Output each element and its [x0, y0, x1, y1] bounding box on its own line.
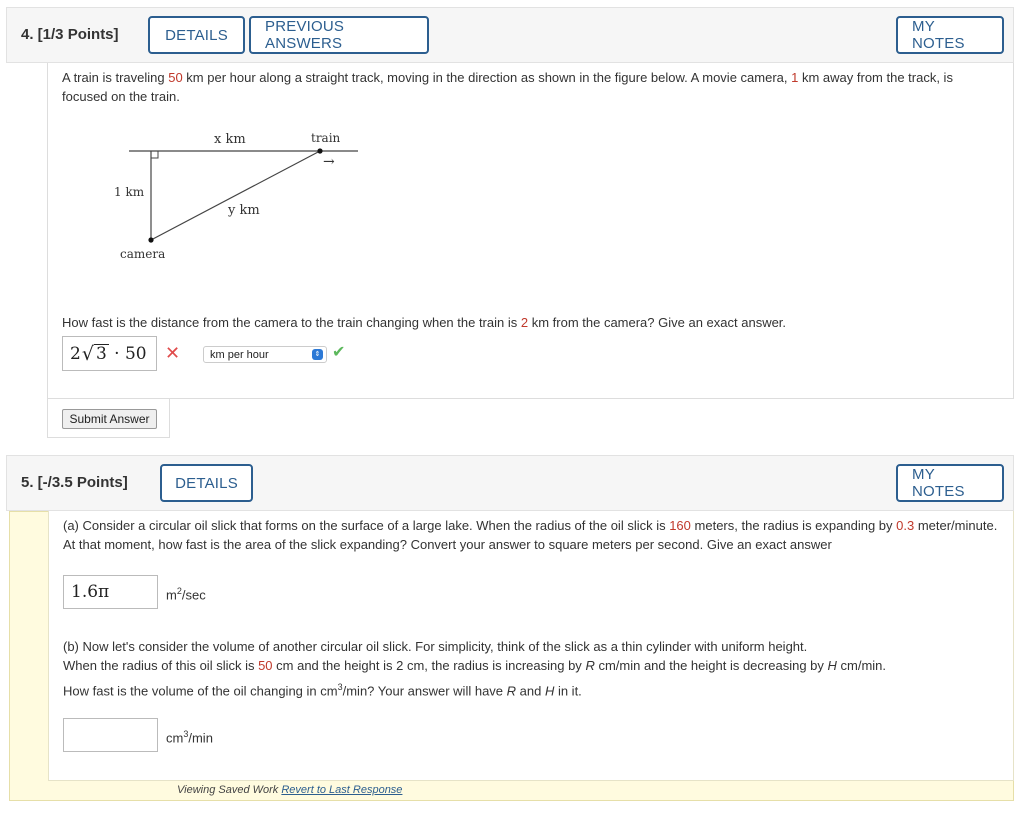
q4-submit-answer-button[interactable]: Submit Answer	[62, 409, 157, 429]
q4-details-button[interactable]: DETAILS	[148, 16, 245, 54]
figure-camera-dot	[148, 237, 153, 242]
q5-part-a-prompt	[63, 516, 1003, 554]
q5-part-b-text-1: When the radius of this oil slick is	[63, 658, 259, 673]
q4-previous-answers-button[interactable]: PREVIOUS ANSWERS	[249, 16, 429, 54]
figure-x-label: x km	[214, 132, 246, 147]
q5-part-b-var-r2: R	[506, 683, 517, 699]
q4-prompt-text-2: km per hour along a straight track, moving in the direction as shown in the figure below. A movie camera,	[182, 70, 792, 85]
q5-my-notes-button[interactable]: MY NOTES	[896, 464, 1004, 502]
q4-speed-value: 50	[168, 70, 183, 85]
q4-answer-multiplier: · 50	[108, 343, 147, 364]
q5-part-a-unit-tail: /sec	[181, 587, 206, 603]
q5-part-a-text-1: (a) Consider a circular oil slick that forms on the surface of a large lake. When the radius of the oil slick is	[63, 518, 670, 533]
q5-part-b-line-1: (b) Now let's consider the volume of another circular oil slick. For simplicity, think of the slick as a thin cylinder with uniform height.	[63, 639, 808, 654]
saved-work-text: Viewing Saved Work	[177, 784, 282, 796]
q5-part-b-text-5: How fast is the volume of the oil changing in cm	[63, 683, 338, 699]
q4-question-text-1: How fast is the distance from the camera to the train changing when the train is	[62, 315, 521, 330]
q5-part-b-answer-input[interactable]	[63, 718, 158, 752]
q4-prompt-text-1: A train is traveling	[62, 70, 169, 85]
q5-part-a-unit-base: m	[166, 587, 177, 603]
q5-part-b-text-7: in it.	[554, 683, 582, 699]
select-chevron-icon: ⇕	[312, 349, 323, 360]
q4-prompt	[62, 68, 1002, 106]
figure-camera-label: camera	[120, 247, 166, 261]
figure-1km-label: 1 km	[114, 185, 145, 199]
q5-part-a-unit-exp: 2	[176, 586, 182, 596]
q4-answer-sqrt-arg: 3	[95, 344, 107, 364]
q4-unit-selected: km per hour	[210, 348, 269, 361]
q5-part-b-unit-tail: /min	[188, 730, 213, 746]
q4-figure	[110, 128, 370, 268]
figure-train-dot	[317, 148, 322, 153]
q4-answer-input[interactable]	[62, 336, 157, 371]
q5-details-button[interactable]: DETAILS	[160, 464, 253, 502]
q5-part-a-answer-input[interactable]: 1.6π	[63, 575, 158, 609]
q4-number-label: 4. [1/3 Points]	[21, 26, 119, 43]
q5-rate-value: 0.3	[896, 518, 915, 533]
q5-part-b-unit-exp: 3	[183, 729, 189, 739]
q5-number-label: 5. [-/3.5 Points]	[21, 474, 128, 491]
q4-distance-value: 1	[791, 70, 799, 85]
q5-part-b-line-3	[63, 678, 1003, 700]
q4-question	[62, 313, 1002, 332]
figure-right-angle	[151, 151, 158, 158]
figure-y-label: y km	[228, 203, 260, 218]
q5-part-b-radius: 50	[258, 658, 273, 673]
q4-prompt-text-3: km away from the track, is focused on the train.	[62, 70, 953, 104]
q4-unit-select[interactable]	[203, 346, 327, 363]
q4-header	[6, 7, 1014, 63]
q5-part-b-text-2: cm and the height is 2 cm, the radius is increasing by	[272, 658, 586, 673]
q4-question-distance: 2	[520, 315, 529, 330]
q5-part-b-var-h2: H	[544, 683, 555, 699]
q5-part-b-exp: 3	[337, 682, 343, 692]
q4-my-notes-button[interactable]: MY NOTES	[896, 16, 1004, 54]
revert-link[interactable]: Revert to Last Response	[281, 784, 403, 796]
figure-train-label: train	[311, 131, 341, 145]
q5-part-b-unit-base: cm	[166, 730, 184, 746]
q5-radius-value: 160	[669, 518, 691, 533]
q5-part-b-text-4: cm/min.	[836, 658, 887, 673]
q5-part-a-text-2: meters, the radius is expanding by	[690, 518, 897, 533]
q5-part-a-unit	[166, 586, 206, 602]
q5-part-b-text-6: /min? Your answer will have	[342, 683, 507, 699]
q5-part-b-unit	[166, 729, 213, 745]
q5-part-b-text-3: cm/min and the height is decreasing by	[594, 658, 828, 673]
figure-hypotenuse	[151, 151, 320, 240]
correct-check-icon: ✔	[332, 344, 346, 361]
q5-header	[6, 455, 1014, 511]
q4-answer-coefficient: 2	[70, 343, 81, 364]
q5-part-b-var-h: H	[827, 658, 837, 673]
sqrt-icon: √	[81, 342, 94, 365]
figure-arrow-icon: →	[323, 154, 335, 170]
q5-part-b-line-2	[63, 656, 1003, 675]
q4-question-text-2: km from the camera? Give an exact answer.	[528, 315, 787, 330]
q5-part-a-text-3: meter/minute. At that moment, how fast is the area of the slick expanding? Convert your answer to square meters per second. Give an exact answer	[63, 518, 998, 552]
q5-saved-work-status	[177, 784, 402, 796]
q5-part-b-var-r: R	[585, 658, 595, 673]
incorrect-x-icon: ✕	[165, 343, 181, 363]
q5-part-b-and: and	[516, 683, 545, 699]
